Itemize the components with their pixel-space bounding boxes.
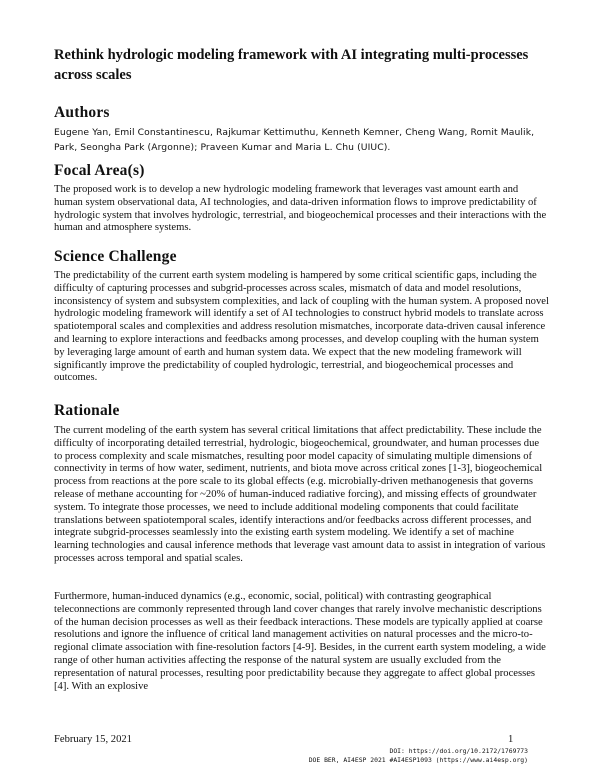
doi-link[interactable]: DOI: https://doi.org/10.2172/1769773 [389, 747, 528, 755]
rationale-paragraph-1: The current modeling of the earth system has several critical limitations that affect predictability. These include the difficulty of incorporating detailed terrestrial, hydrologic, biogeochemical, groundwater, and human processes due to process complexity and scale mismatches, resulting poor model capacity of simulating multiple dimensions of connectivity in terms of how water, sediment, nutrients, and biota move across critical zones [1-3], biogeochemical process from reactions at the pore scale to its global effects (e.g. microbially-driven methanogenesis that governs release of methane accounting for ~20% of human-induced radiative forcing), and missing effects of groundwater system. To integrate those processes, we need to include additional modeling components that could facilitate translations between spatiotemporal scales, identify interactions and/or feedbacks across different processes, and integrate subgrid-processes seamlessly into the existing earth system modeling. We identify a set of machine learning technologies and causal inference methods that leverage vast amount data to assist in integration of various processes across temporal and spatial scales. [54, 425, 546, 564]
paper-title: Rethink hydrologic modeling framework with AI integrating multi-processes across scales [54, 47, 529, 83]
footer-citation [309, 747, 528, 764]
series-reference: DOE BER, AI4ESP 2021 #AI4ESP1093 (https://www.ai4esp.org) [308, 755, 528, 764]
authors-heading: Authors [54, 104, 110, 121]
rationale-paragraph-2: Furthermore, human-induced dynamics (e.g., economic, social, political) with contrasting geographical teleconnections are commonly represented through land cover changes that rarely involve mechanistic descriptions of the human decision processes as well as their feedback interactions. These models are typically applied at coarse resolutions and ignore the influence of critical land management activities on natural processes and the micro-to-regional climate association with fine-resolution factors [4-9]. Besides, in the current earth system modeling, a wide range of other human activities affecting the response of the natural system are usually excluded from the representation of natural processes, resulting poor predictability because they aggregate to affect global processes [4]. With an explosive [54, 591, 546, 692]
authors-list: Eugene Yan, Emil Constantinescu, Rajkumar Kettimuthu, Kenneth Kemner, Cheng Wang, Romit Maulik, Park, Seongha Park (Argonne); Praveen Kumar and Maria L. Chu (UIUC). [54, 127, 535, 153]
rationale-heading: Rationale [54, 402, 120, 419]
focal-area-heading: Focal Area(s) [54, 162, 145, 179]
science-challenge-text: The predictability of the current earth system modeling is hampered by some critical scientific gaps, including the difficulty of capturing processes and subgrid-processes across scales, mismatch of data and model resolutions, inconsistency of system and subsystem complexities, and lack of coupling with the human system. A proposed novel hydrologic modeling framework will identify a set of AI technologies to construct hybrid models to translate across spatiotemporal scales and complexities and address resolution mismatches, incorporate data-driven causal inference and learning to explore interactions and feedbacks among processes, and develop coupling with the human system by leveraging large amount of earth and human system data. We expect that the new modeling framework will significantly improve the predictability of coupled hydrologic, terrestrial, and biogeochemical processes and outcomes. [54, 270, 549, 384]
page-number: 1 [508, 734, 514, 745]
focal-area-text: The proposed work is to develop a new hydrologic modeling framework that leverages vast amount earth and human system observational data, AI technologies, and data-driven information flows to improve predictability of hydrologic system that involves hydrologic, terrestrial, and biogeochemical processes and their interactions with the human and atmosphere systems. [54, 184, 547, 234]
footer-date: February 15, 2021 [54, 734, 132, 745]
science-challenge-heading: Science Challenge [54, 248, 177, 265]
